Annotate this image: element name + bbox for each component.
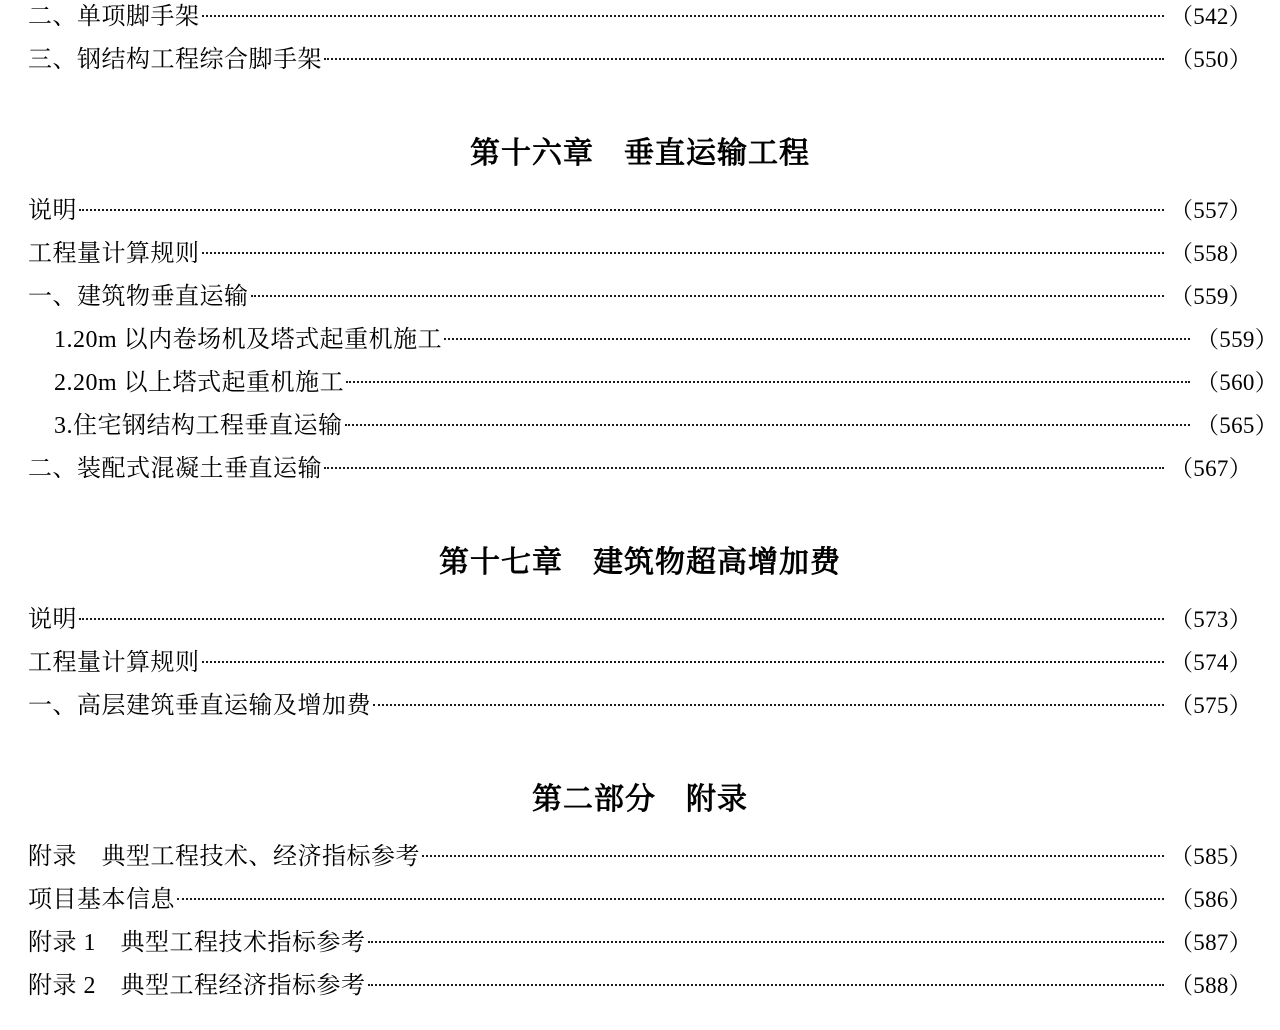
toc-entry[interactable] bbox=[28, 689, 1252, 732]
toc-entry-label: 1.20m 以内卷场机及塔式起重机施工 bbox=[54, 327, 443, 353]
toc-leader-dots bbox=[368, 969, 1165, 993]
vertical-spacer bbox=[28, 581, 1252, 603]
toc-entry[interactable] bbox=[28, 883, 1252, 926]
toc-entry-label: 工程量计算规则 bbox=[28, 241, 200, 267]
toc-root bbox=[28, 0, 1278, 1012]
toc-entry-label: 附录 1 典型工程技术指标参考 bbox=[28, 930, 366, 956]
toc-entry-page-number: （573） bbox=[1170, 607, 1252, 632]
toc-entry-page-number: （587） bbox=[1170, 930, 1252, 955]
toc-leader-dots bbox=[345, 409, 1191, 433]
toc-entry-label: 二、单项脚手架 bbox=[28, 4, 200, 30]
toc-leader-dots bbox=[202, 646, 1165, 670]
toc-entry[interactable] bbox=[28, 237, 1252, 280]
toc-entry-page-number: （567） bbox=[1170, 456, 1252, 481]
toc-leader-dots bbox=[373, 689, 1164, 713]
toc-entry-label: 3.住宅钢结构工程垂直运输 bbox=[54, 413, 343, 439]
chapter-number: 第二部分 bbox=[532, 782, 656, 817]
toc-entry-page-number: （575） bbox=[1170, 693, 1252, 718]
toc-entry-page-number: （559） bbox=[1196, 327, 1278, 352]
vertical-spacer bbox=[28, 495, 1252, 537]
toc-entry[interactable] bbox=[28, 603, 1252, 646]
chapter-heading bbox=[28, 128, 1252, 172]
toc-entry[interactable] bbox=[28, 969, 1252, 1012]
chapter-heading bbox=[28, 774, 1252, 818]
toc-entry-page-number: （557） bbox=[1170, 198, 1252, 223]
toc-entry-label: 附录 2 典型工程经济指标参考 bbox=[28, 973, 366, 999]
toc-entry-label: 附录 典型工程技术、经济指标参考 bbox=[28, 844, 420, 870]
chapter-number: 第十六章 bbox=[470, 136, 594, 171]
toc-entry[interactable] bbox=[28, 43, 1252, 86]
chapter-number: 第十七章 bbox=[439, 545, 563, 580]
toc-entry-label: 一、高层建筑垂直运输及增加费 bbox=[28, 693, 371, 719]
vertical-spacer bbox=[28, 172, 1252, 194]
toc-leader-dots bbox=[444, 323, 1190, 347]
toc-leader-dots bbox=[251, 280, 1165, 304]
toc-entry-group bbox=[28, 0, 1252, 86]
toc-entry[interactable] bbox=[28, 452, 1252, 495]
toc-entry-page-number: （565） bbox=[1196, 413, 1278, 438]
toc-leader-dots bbox=[368, 926, 1165, 950]
toc-entry-label: 说明 bbox=[28, 198, 77, 224]
toc-leader-dots bbox=[422, 840, 1164, 864]
toc-leader-dots bbox=[324, 43, 1164, 67]
toc-entry[interactable] bbox=[28, 0, 1252, 43]
toc-entry-group bbox=[28, 840, 1252, 1012]
toc-leader-dots bbox=[177, 883, 1164, 907]
toc-entry[interactable] bbox=[28, 926, 1252, 969]
toc-leader-dots bbox=[79, 194, 1164, 218]
toc-entry-label: 工程量计算规则 bbox=[28, 650, 200, 676]
toc-entry[interactable] bbox=[28, 646, 1252, 689]
toc-entry-page-number: （559） bbox=[1170, 284, 1252, 309]
chapter-title: 建筑物超高增加费 bbox=[593, 545, 841, 580]
vertical-spacer bbox=[28, 86, 1252, 128]
toc-entry-label: 一、建筑物垂直运输 bbox=[28, 284, 249, 310]
toc-entry-label: 三、钢结构工程综合脚手架 bbox=[28, 47, 322, 73]
toc-entry-page-number: （542） bbox=[1170, 4, 1252, 29]
toc-leader-dots bbox=[346, 366, 1190, 390]
vertical-spacer bbox=[28, 732, 1252, 774]
toc-entry-page-number: （558） bbox=[1170, 241, 1252, 266]
toc-entry[interactable] bbox=[28, 840, 1252, 883]
toc-entry-label: 项目基本信息 bbox=[28, 887, 175, 913]
toc-entry[interactable] bbox=[28, 323, 1278, 366]
toc-entry[interactable] bbox=[28, 409, 1278, 452]
chapter-title: 垂直运输工程 bbox=[624, 136, 810, 171]
toc-entry-page-number: （588） bbox=[1170, 973, 1252, 998]
toc-entry-label: 2.20m 以上塔式起重机施工 bbox=[54, 370, 345, 396]
toc-entry[interactable] bbox=[28, 280, 1252, 323]
toc-entry-page-number: （585） bbox=[1170, 844, 1252, 869]
toc-entry-group bbox=[28, 603, 1252, 732]
toc-entry-page-number: （574） bbox=[1170, 650, 1252, 675]
vertical-spacer bbox=[28, 818, 1252, 840]
toc-leader-dots bbox=[79, 603, 1164, 627]
toc-entry-label: 说明 bbox=[28, 607, 77, 633]
toc-entry[interactable] bbox=[28, 366, 1278, 409]
toc-entry[interactable] bbox=[28, 194, 1252, 237]
toc-leader-dots bbox=[324, 452, 1164, 476]
toc-leader-dots bbox=[202, 237, 1165, 261]
toc-entry-page-number: （560） bbox=[1196, 370, 1278, 395]
toc-leader-dots bbox=[202, 0, 1165, 24]
toc-entry-page-number: （550） bbox=[1170, 47, 1252, 72]
chapter-heading bbox=[28, 537, 1252, 581]
toc-entry-page-number: （586） bbox=[1170, 887, 1252, 912]
chapter-title: 附录 bbox=[686, 782, 748, 817]
toc-entry-group bbox=[28, 194, 1278, 495]
toc-entry-label: 二、装配式混凝土垂直运输 bbox=[28, 456, 322, 482]
